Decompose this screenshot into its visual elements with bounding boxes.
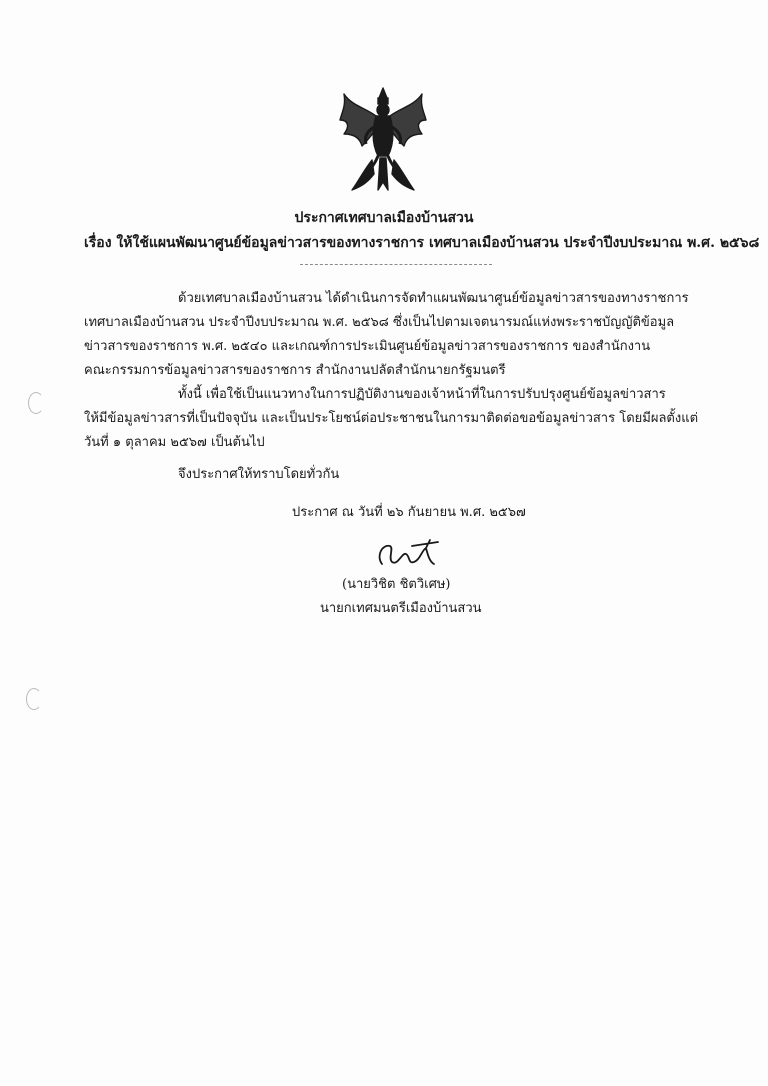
paragraph-1-line-3: ข่าวสารของราชการ พ.ศ. ๒๕๔๐ และเกณฑ์การประเมินศูนย์ข้อมูลข่าวสารของราชการ ของสำนักงาน [84, 339, 651, 354]
closing-statement: จึงประกาศให้ทราบโดยทั่วกัน [178, 467, 340, 482]
garuda-emblem-icon [338, 86, 428, 196]
announcement-date: ประกาศ ณ วันที่ ๒๖ กันยายน พ.ศ. ๒๕๖๗ [292, 505, 526, 520]
paragraph-2-line-3: วันที่ ๑ ตุลาคม ๒๕๖๗ เป็นต้นไป [84, 435, 265, 450]
announcement-subject: เรื่อง ให้ใช้แผนพัฒนาศูนย์ข้อมูลข่าวสารของทางราชการ เทศบาลเมืองบ้านสวน ประจำปีงบประมาณ พ.ศ. ๒๕๖๘ [84, 235, 760, 251]
punch-hole-top [28, 392, 44, 414]
announcement-title: ประกาศเทศบาลเมืองบ้านสวน [294, 210, 474, 226]
signature [372, 534, 452, 574]
paragraph-1-line-1: ด้วยเทศบาลเมืองบ้านสวน ได้ดำเนินการจัดทำแผนพัฒนาศูนย์ข้อมูลข่าวสารของทางราชการ [178, 291, 689, 306]
paragraph-2-line-1: ทั้งนี้ เพื่อใช้เป็นแนวทางในการปฏิบัติงานของเจ้าหน้าที่ในการปรับปรุงศูนย์ข้อมูลข่าวสาร [178, 387, 666, 402]
title-divider [300, 264, 492, 265]
paragraph-1-line-4: คณะกรรมการข้อมูลข่าวสารของราชการ สำนักงานปลัดสำนักนายกรัฐมนตรี [84, 363, 506, 378]
paragraph-1-line-2: เทศบาลเมืองบ้านสวน ประจำปีงบประมาณ พ.ศ. ๒๕๖๘ ซึ่งเป็นไปตามเจตนารมณ์แห่งพระราชบัญญัติข้อมูล [84, 315, 675, 330]
signer-name: (นายวิชิต ชิตวิเศษ) [342, 577, 451, 592]
paragraph-2-line-2: ให้มีข้อมูลข่าวสารที่เป็นปัจจุบัน และเป็นประโยชน์ต่อประชาชนในการมาติดต่อขอข้อมูลข่าวสาร โดยมีผลตั้งแต่ [84, 411, 699, 426]
signer-position: นายกเทศมนตรีเมืองบ้านสวน [320, 601, 482, 616]
punch-hole-bottom [26, 688, 42, 710]
